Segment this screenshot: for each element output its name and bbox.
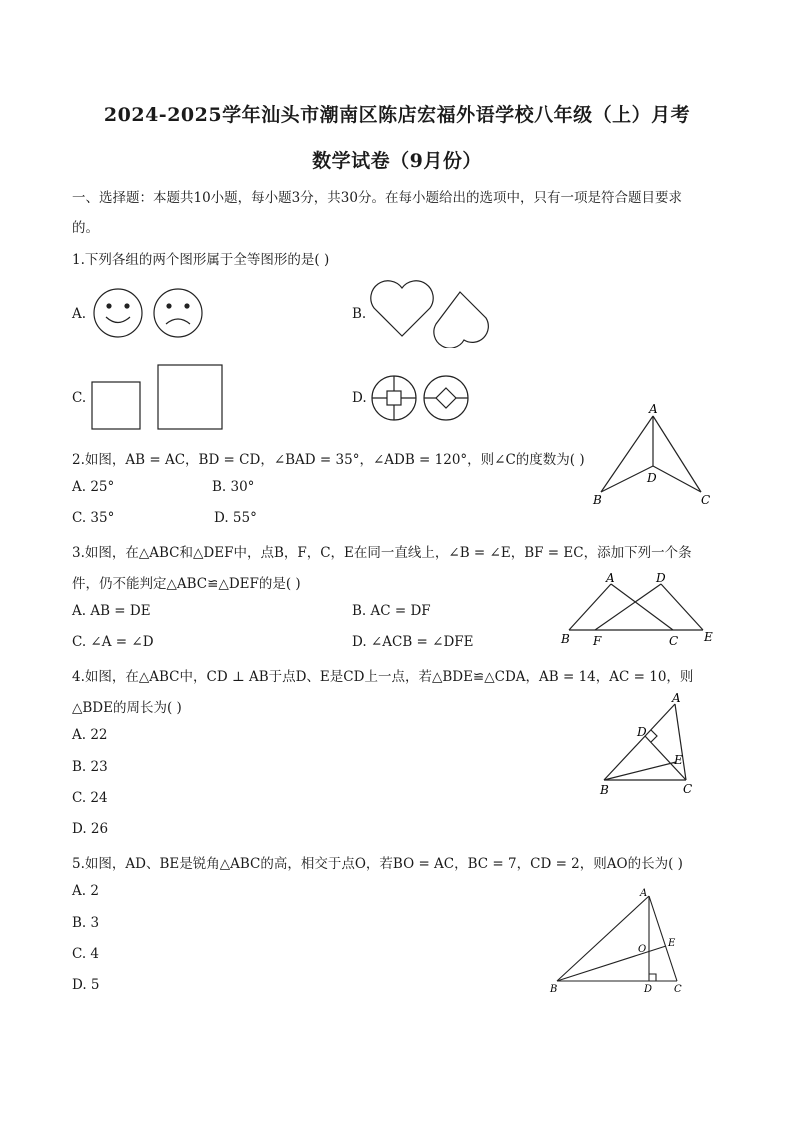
q5-figure — [545, 884, 693, 996]
q5-label-o: O — [638, 944, 647, 955]
q5-option-b[interactable]: B. 3 — [72, 915, 100, 931]
q1-option-a[interactable]: A. — [72, 306, 87, 322]
q3-figure — [555, 568, 720, 650]
small-square-icon — [92, 382, 140, 429]
q1-figure-a — [88, 286, 212, 342]
q3-label-c: C — [669, 634, 679, 648]
q3-option-b[interactable]: B. AC = DF — [352, 603, 431, 619]
q1-figure-d — [370, 374, 480, 422]
section-instructions-cont: 的。 — [72, 220, 99, 236]
q2-option-b[interactable]: B. 30° — [212, 479, 255, 495]
q1-option-d[interactable]: D. — [352, 390, 367, 406]
q5-label-a: A — [640, 888, 648, 899]
q4-stem-line2: △BDE的周长为( ) — [72, 700, 182, 716]
q5-label-c: C — [674, 984, 682, 995]
q5-label-d: D — [644, 984, 653, 995]
page-title: 2024-2025学年汕头市潮南区陈店宏福外语学校八年级（上）月考 — [103, 104, 691, 126]
q1-stem: 1.下列各组的两个图形属于全等图形的是( ) — [72, 252, 330, 268]
q3-stem-line2: 件，仍不能判定△ABC≌△DEF的是( ) — [72, 576, 301, 592]
q3-stem-line1: 3.如图，在△ABC和△DEF中，点B，F，C，E在同一直线上，∠B = ∠E，BF = EC，添加下列一个条 — [72, 545, 692, 561]
q3-label-a: A — [606, 571, 615, 585]
q4-figure — [592, 692, 704, 800]
q1-figure-c — [88, 362, 228, 434]
q3-label-f: F — [593, 634, 602, 648]
q1-option-c[interactable]: C. — [72, 390, 87, 406]
q2-label-b: B — [593, 493, 602, 507]
page-subtitle: 数学试卷（9月份） — [312, 150, 482, 172]
q2-option-d[interactable]: D. 55° — [214, 510, 257, 526]
q2-option-a[interactable]: A. 25° — [72, 479, 115, 495]
q4-option-d[interactable]: D. 26 — [72, 821, 109, 837]
heart-icon — [371, 281, 433, 336]
q4-label-b: B — [600, 783, 609, 797]
q4-option-a[interactable]: A. 22 — [72, 727, 108, 743]
q4-label-e: E — [674, 753, 683, 767]
q1-option-b[interactable]: B. — [352, 306, 367, 322]
q3-option-a[interactable]: A. AB = DE — [72, 603, 151, 619]
section-instructions: 一、选择题：本题共10小题，每小题3分，共30分。在每小题给出的选项中，只有一项是符合题目要求 — [72, 190, 682, 206]
q4-label-a: A — [672, 692, 681, 705]
q2-label-c: C — [701, 493, 711, 507]
q3-label-d: D — [656, 571, 666, 585]
q3-option-c[interactable]: C. ∠A = ∠D — [72, 634, 154, 650]
q5-label-e: E — [668, 938, 676, 949]
q2-option-c[interactable]: C. 35° — [72, 510, 115, 526]
smiley-face-icon — [94, 289, 142, 337]
q5-stem: 5.如图，AD、BE是锐角△ABC的高，相交于点O，若BO = AC，BC = 7，CD = 2，则AO的长为( ) — [72, 856, 683, 872]
q2-stem: 2.如图，AB = AC，BD = CD，∠BAD = 35°，∠ADB = 120°，则∠C的度数为( ) — [72, 452, 585, 468]
coin-diamond-icon — [424, 376, 468, 420]
q3-option-d[interactable]: D. ∠ACB = ∠DFE — [352, 634, 474, 650]
q4-label-d: D — [637, 725, 647, 739]
q3-label-b: B — [561, 632, 570, 646]
q5-option-c[interactable]: C. 4 — [72, 946, 100, 962]
q4-label-c: C — [683, 782, 693, 796]
coin-square-icon — [372, 376, 416, 420]
q5-option-d[interactable]: D. 5 — [72, 977, 100, 993]
sad-face-icon — [154, 289, 202, 337]
q5-option-a[interactable]: A. 2 — [72, 883, 99, 899]
q4-option-b[interactable]: B. 23 — [72, 759, 108, 775]
large-square-icon — [158, 365, 222, 429]
q4-option-c[interactable]: C. 24 — [72, 790, 108, 806]
q2-figure — [585, 400, 720, 510]
q2-label-d: D — [647, 471, 657, 485]
q1-figure-b — [368, 278, 492, 348]
heart-rotated-icon — [434, 292, 488, 348]
q3-label-e: E — [704, 630, 713, 644]
q5-label-b: B — [550, 984, 558, 995]
q4-stem-line1: 4.如图，在△ABC中，CD ⊥ AB于点D、E是CD上一点，若△BDE≌△CDA，AB = 14，AC = 10，则 — [72, 669, 694, 685]
q2-label-a: A — [649, 402, 658, 416]
